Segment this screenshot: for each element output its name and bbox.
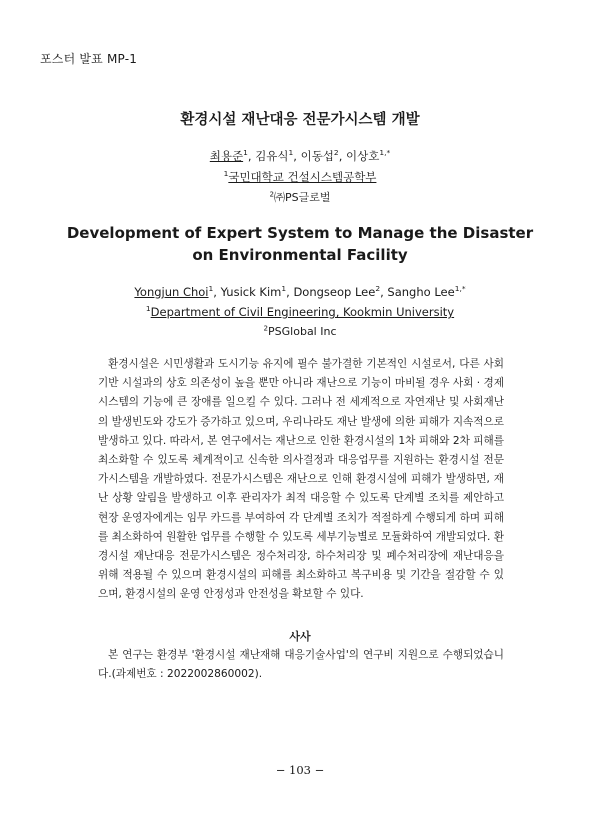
english-author-name: Dongseop Lee xyxy=(293,285,376,299)
english-authors xyxy=(0,285,600,299)
acknowledgement xyxy=(98,646,504,684)
author-separator: , xyxy=(286,285,294,299)
author-superscript: 1,* xyxy=(454,284,466,294)
affiliation-superscript: 2 xyxy=(269,189,275,199)
affiliation-text: Department of Civil Engineering, Kookmin University xyxy=(150,305,455,319)
abstract xyxy=(98,355,504,605)
english-author-name: Yongjun Choi xyxy=(134,285,209,299)
korean-authors xyxy=(0,148,600,164)
english-author-name: Yusick Kim xyxy=(220,285,282,299)
author-separator: , xyxy=(247,149,256,163)
affiliation-text: PSGlobal Inc xyxy=(268,325,337,338)
author-superscript: 2 xyxy=(375,284,381,294)
korean-affiliation-2 xyxy=(0,189,600,205)
affiliation-superscript: 1 xyxy=(223,169,229,179)
acknowledgement-heading: 사사 xyxy=(289,630,311,643)
korean-author-name: 최용준 xyxy=(209,149,244,163)
affiliation-superscript: 2 xyxy=(263,323,269,333)
author-superscript: 1 xyxy=(288,148,294,158)
abstract-paragraph: 환경시설은 시민생활과 도시기능 유지에 필수 불가결한 기본적인 시설로서, 다른 사회기반 시설과의 상호 의존성이 높을 뿐만 아니라 재난으로 기능이 마비될 경우 사회 · 경제 시스템의 기능에 큰 장애를 일으킬 수 있다. 그러나 전 세계적으로 자연재난 및 사회재난의 발생빈도와 강도가 증가하고 있으며, 우리나라도 재난 발생에 의한 피해가 지속적으로 발생하고 있다. 따라서, 본 연구에서는 재난으로 인한 환경시설의 1차 피해와 2차 피해를 최소화할 수 있도록 체계적이고 신속한 의사결정과 대응업무를 지원하는 환경시설 전문가시스템을 개발하였다. 전문가시스템은 재난으로 인해 환경시설에 피해가 발생하면, 재난 상황 알림을 발생하고 이후 관리자가 최적 대응할 수 있도록 단계별 조치를 제안하고 현장 운영자에게는 임무 카드를 부여하여 각 단계별 조치가 적절하게 수행되게 하며 피해를 최소화하여 원활한 업무를 수행할 수 있도록 세부기능별로 모듈화하여 개발되었다. 환경시설 재난대응 전문가시스템은 정수처리장, 하수처리장 및 폐수처리장에 재난대응을 위해 적용될 수 있으며 환경시설의 피해를 최소화하고 복구비용 및 기간을 절감할 수 있으며, 환경시설의 운영 안정성과 안전성을 확보할 수 있다. xyxy=(98,358,504,601)
affiliation-text: 국민대학교 건설시스템공학부 xyxy=(228,170,377,184)
affiliation-text: ㈜PS글로벌 xyxy=(274,191,331,204)
english-affiliation-2 xyxy=(0,325,600,338)
author-separator: , xyxy=(293,149,301,163)
affiliation-superscript: 1 xyxy=(145,304,151,314)
author-separator: , xyxy=(380,285,388,299)
author-separator: , xyxy=(338,149,346,163)
author-separator: , xyxy=(213,285,221,299)
acknowledgement-paragraph: 본 연구는 환경부 '환경시설 재난재해 대응기술사업'의 연구비 지원으로 수행되었습니다.(과제번호 : 2022002860002). xyxy=(98,649,504,681)
korean-author-name: 이동섭 xyxy=(300,149,334,163)
english-author-name: Sangho Lee xyxy=(387,285,455,299)
korean-author-name: 김유식 xyxy=(255,149,289,163)
author-superscript: 2 xyxy=(333,148,339,158)
english-title: Development of Expert System to Manage the Disaster on Environmental Facility xyxy=(66,224,534,264)
author-superscript: 1 xyxy=(208,284,214,294)
korean-author-name: 이상호 xyxy=(346,149,380,163)
english-affiliation-1 xyxy=(0,305,600,319)
session-tag: 포스터 발표 MP-1 xyxy=(40,52,138,66)
author-superscript: 1,* xyxy=(379,148,391,158)
page-number: − 103 − xyxy=(275,763,325,777)
korean-affiliation-1 xyxy=(0,169,600,185)
author-superscript: 1 xyxy=(281,284,287,294)
korean-title: 환경시설 재난대응 전문가시스템 개발 xyxy=(180,112,420,128)
author-superscript: 1 xyxy=(243,148,248,158)
